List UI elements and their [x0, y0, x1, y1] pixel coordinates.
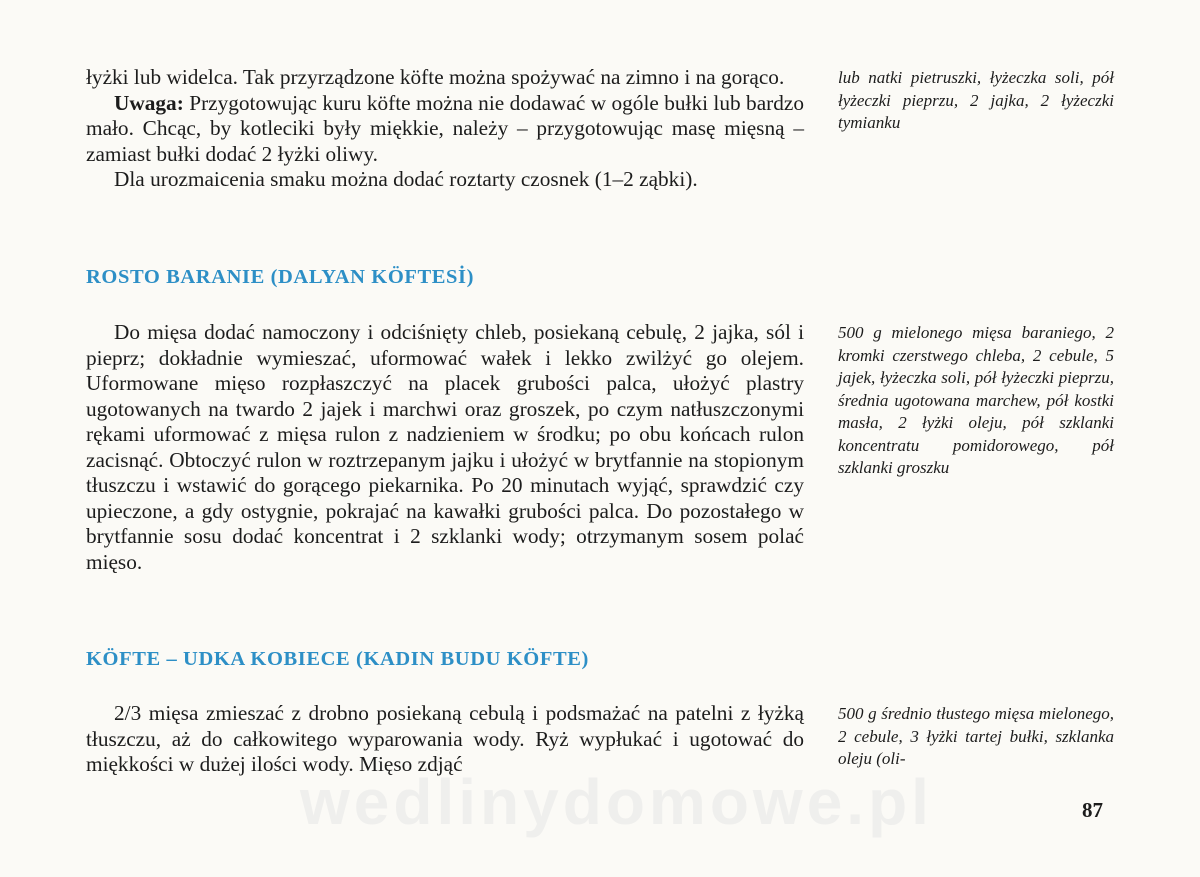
note-label: Uwaga: [114, 90, 184, 115]
recipe-ingredients-rosto: 500 g mielonego mięsa baraniego, 2 kromki czerstwego chleba, 2 cebule, 5 jajek, łyżeczka soli, pół łyżeczki pieprzu, średnia ugotowana marchew, pół kostki masła, 2 łyżki oleju, pół szklanki koncentratu pomidorowego, pół szklanki groszku [838, 323, 1114, 477]
note-text: Przygotowując kuru köfte można nie dodawać w ogóle bułki lub bardzo mało. Chcąc, by kotleciki były miękkie, należy – przygotowując masę mięsną – zamiast bułki dodać 2 łyżki oliwy. [86, 90, 804, 166]
variation-paragraph: Dla urozmaicenia smaku można dodać roztarty czosnek (1–2 ząbki). [114, 167, 698, 191]
recipe-ingredients-kofte: 500 g średnio tłustego mięsa mielonego, 2 cebule, 3 łyżki tartej bułki, szklanka oleju (oli- [838, 704, 1114, 768]
note-paragraph [86, 91, 804, 168]
recipe-instructions: Do mięsa dodać namoczony i odciśnięty chleb, posiekaną cebulę, 2 jajka, sól i pieprz; dokładnie wymieszać, uformować wałek i lekko zwilżyć go olejem. Uformowane mięso rozpłaszczyć na placek grubości palca, ułożyć plastry ugotowanych na twardo 2 jajek i marchwi oraz groszek, po czym natłuszczonymi rękami uformować z mięsa rulon z nadzieniem w środku; po obu końcach rulon zacisnąć. Obtoczyć rulon w roztrzepanym jajku i ułożyć w brytfannie na stopionym tłuszczu i wstawić do gorącego piekarnika. Po 20 minutach wyjąć, sprawdzić czy upieczone, a gdy ostygnie, pokrajać na kawałki grubości palca. Do pozostałego w brytfannie sosu dodać koncentrat i 2 szklanki wody; otrzymanym sosem polać mięso. [86, 320, 804, 574]
recipe-title-rosto: ROSTO BARANIE (DALYAN KÖFTESİ) [86, 266, 475, 288]
recipe-body-kofte [86, 701, 804, 778]
recipe-body-rosto [86, 320, 804, 575]
page-number: 87 [1082, 798, 1103, 822]
intro-text [86, 65, 804, 193]
recipe-instructions: 2/3 mięsa zmieszać z drobno posiekaną cebulą i podsmażać na patelni z łyżką tłuszczu, aż do całkowitego wyparowania wody. Ryż wypłukać i ugotować do miękkości w dużej ilości wody. Mięso zdjąć [86, 701, 804, 776]
intro-paragraph: łyżki lub widelca. Tak przyrządzone köfte można spożywać na zimno i na gorąco. [86, 65, 785, 89]
watermark: wedlinydomowe.pl [300, 766, 933, 838]
intro-ingredients: lub natki pietruszki, łyżeczka soli, pół łyżeczki pieprzu, 2 jajka, 2 łyżeczki tymianku [838, 68, 1114, 132]
recipe-title-kofte: KÖFTE – UDKA KOBIECE (KADIN BUDU KÖFTE) [86, 648, 589, 670]
